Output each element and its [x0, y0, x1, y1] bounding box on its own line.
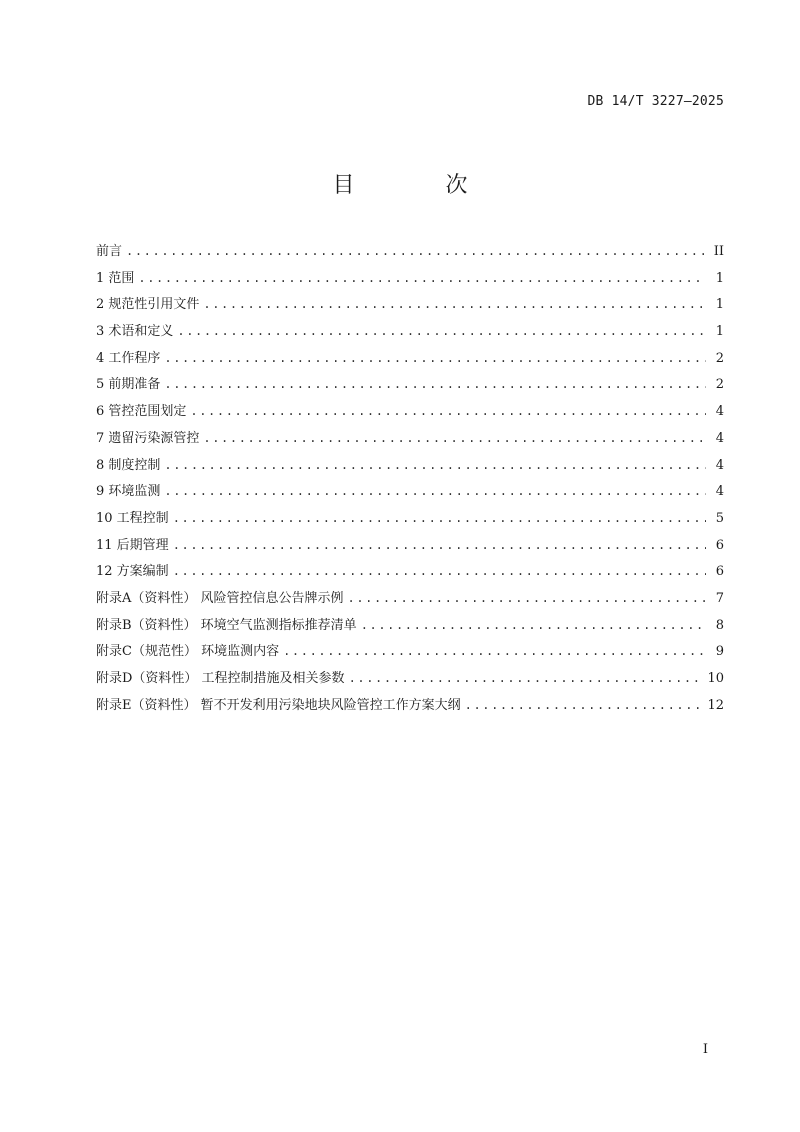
toc-leader-dots	[203, 297, 706, 311]
toc-entry-label: 附录C（规范性） 环境监测内容	[96, 644, 280, 660]
toc-entry-9[interactable]	[96, 480, 724, 507]
toc-entry-label: 7 遗留污染源管控	[96, 430, 200, 446]
toc-entry-label: 12 方案编制	[96, 564, 169, 580]
toc-entry-label: 前言	[96, 244, 123, 259]
toc-leader-dots	[283, 644, 706, 658]
toc-leader-dots	[164, 377, 706, 391]
toc-entry-label: 8 制度控制	[96, 457, 161, 473]
toc-entry-label: 附录E（资料性） 暂不开发利用污染地块风险管控工作方案大纲	[96, 697, 461, 713]
toc-entry-appendix-e[interactable]	[96, 694, 724, 721]
toc-entry-appendix-a[interactable]	[96, 587, 724, 614]
toc-leader-dots	[203, 431, 706, 445]
toc-leader-dots	[465, 698, 704, 712]
toc-entry-2[interactable]	[96, 293, 724, 320]
toc-entry-foreword[interactable]	[96, 240, 724, 267]
toc-leader-dots	[177, 324, 706, 338]
toc-entry-5[interactable]	[96, 373, 724, 400]
toc-entry-label: 2 规范性引用文件	[96, 297, 200, 313]
page-number: I	[702, 1042, 708, 1057]
toc-leader-dots	[348, 591, 706, 605]
toc-leader-dots	[126, 244, 706, 258]
toc-leader-dots	[164, 351, 706, 365]
toc-entry-label: 9 环境监测	[96, 484, 161, 500]
toc-entry-page: 4	[715, 457, 724, 473]
toc-leader-dots	[349, 671, 704, 685]
toc-entry-label: 附录B（资料性） 环境空气监测指标推荐清单	[96, 617, 357, 633]
toc-entry-4[interactable]	[96, 347, 724, 374]
toc-leader-dots	[173, 538, 706, 552]
toc-entry-page: 6	[715, 564, 724, 580]
toc-entry-page: 12	[707, 697, 724, 713]
toc-entry-appendix-c[interactable]	[96, 640, 724, 667]
toc-leader-dots	[190, 404, 706, 418]
toc-entry-page: 8	[715, 617, 724, 633]
toc-entry-7[interactable]	[96, 427, 724, 454]
toc-entry-label: 4 工作程序	[96, 350, 161, 366]
toc-entry-page: 7	[715, 590, 724, 606]
toc-entry-label: 11 后期管理	[96, 537, 169, 553]
toc-entry-page: 10	[707, 671, 724, 686]
toc-entry-page: 1	[715, 324, 724, 340]
toc-entry-label: 10 工程控制	[96, 510, 169, 526]
toc-entry-8[interactable]	[96, 454, 724, 481]
toc-entry-appendix-b[interactable]	[96, 614, 724, 641]
toc-entry-label: 附录A（资料性） 风险管控信息公告牌示例	[96, 590, 344, 606]
toc-entry-page: 4	[715, 430, 724, 446]
toc-entry-page: 2	[715, 377, 724, 393]
toc-entry-11[interactable]	[96, 534, 724, 561]
toc-leader-dots	[361, 618, 706, 632]
toc-leader-dots	[164, 484, 706, 498]
toc-entry-10[interactable]	[96, 507, 724, 534]
toc-entry-page: 9	[715, 644, 724, 660]
toc-entry-page: 1	[715, 270, 724, 286]
toc-entry-page: II	[713, 244, 724, 259]
toc-entry-page: 1	[715, 297, 724, 313]
toc-entry-12[interactable]	[96, 560, 724, 587]
toc-entry-page: 5	[715, 510, 724, 526]
toc-entry-3[interactable]	[96, 320, 724, 347]
toc-title: 目 次	[332, 173, 510, 198]
document-code: DB 14/T 3227—2025	[587, 94, 724, 109]
toc-entry-page: 2	[715, 350, 724, 366]
toc-entry-appendix-d[interactable]	[96, 667, 724, 694]
toc-entry-page: 6	[715, 537, 724, 553]
toc-leader-dots	[164, 458, 706, 472]
toc-entry-page: 4	[715, 484, 724, 500]
toc-entry-label: 3 术语和定义	[96, 324, 174, 340]
toc-entry-label: 1 范围	[96, 270, 135, 286]
toc-entry-label: 5 前期准备	[96, 377, 161, 393]
toc-leader-dots	[173, 511, 706, 525]
toc-entry-6[interactable]	[96, 400, 724, 427]
toc-entry-label: 附录D（资料性） 工程控制措施及相关参数	[96, 671, 345, 686]
toc-entry-page: 4	[715, 404, 724, 420]
toc-entry-1[interactable]	[96, 267, 724, 294]
toc-leader-dots	[173, 564, 706, 578]
toc-leader-dots	[138, 271, 706, 285]
toc-entry-label: 6 管控范围划定	[96, 404, 187, 420]
table-of-contents	[96, 240, 724, 720]
